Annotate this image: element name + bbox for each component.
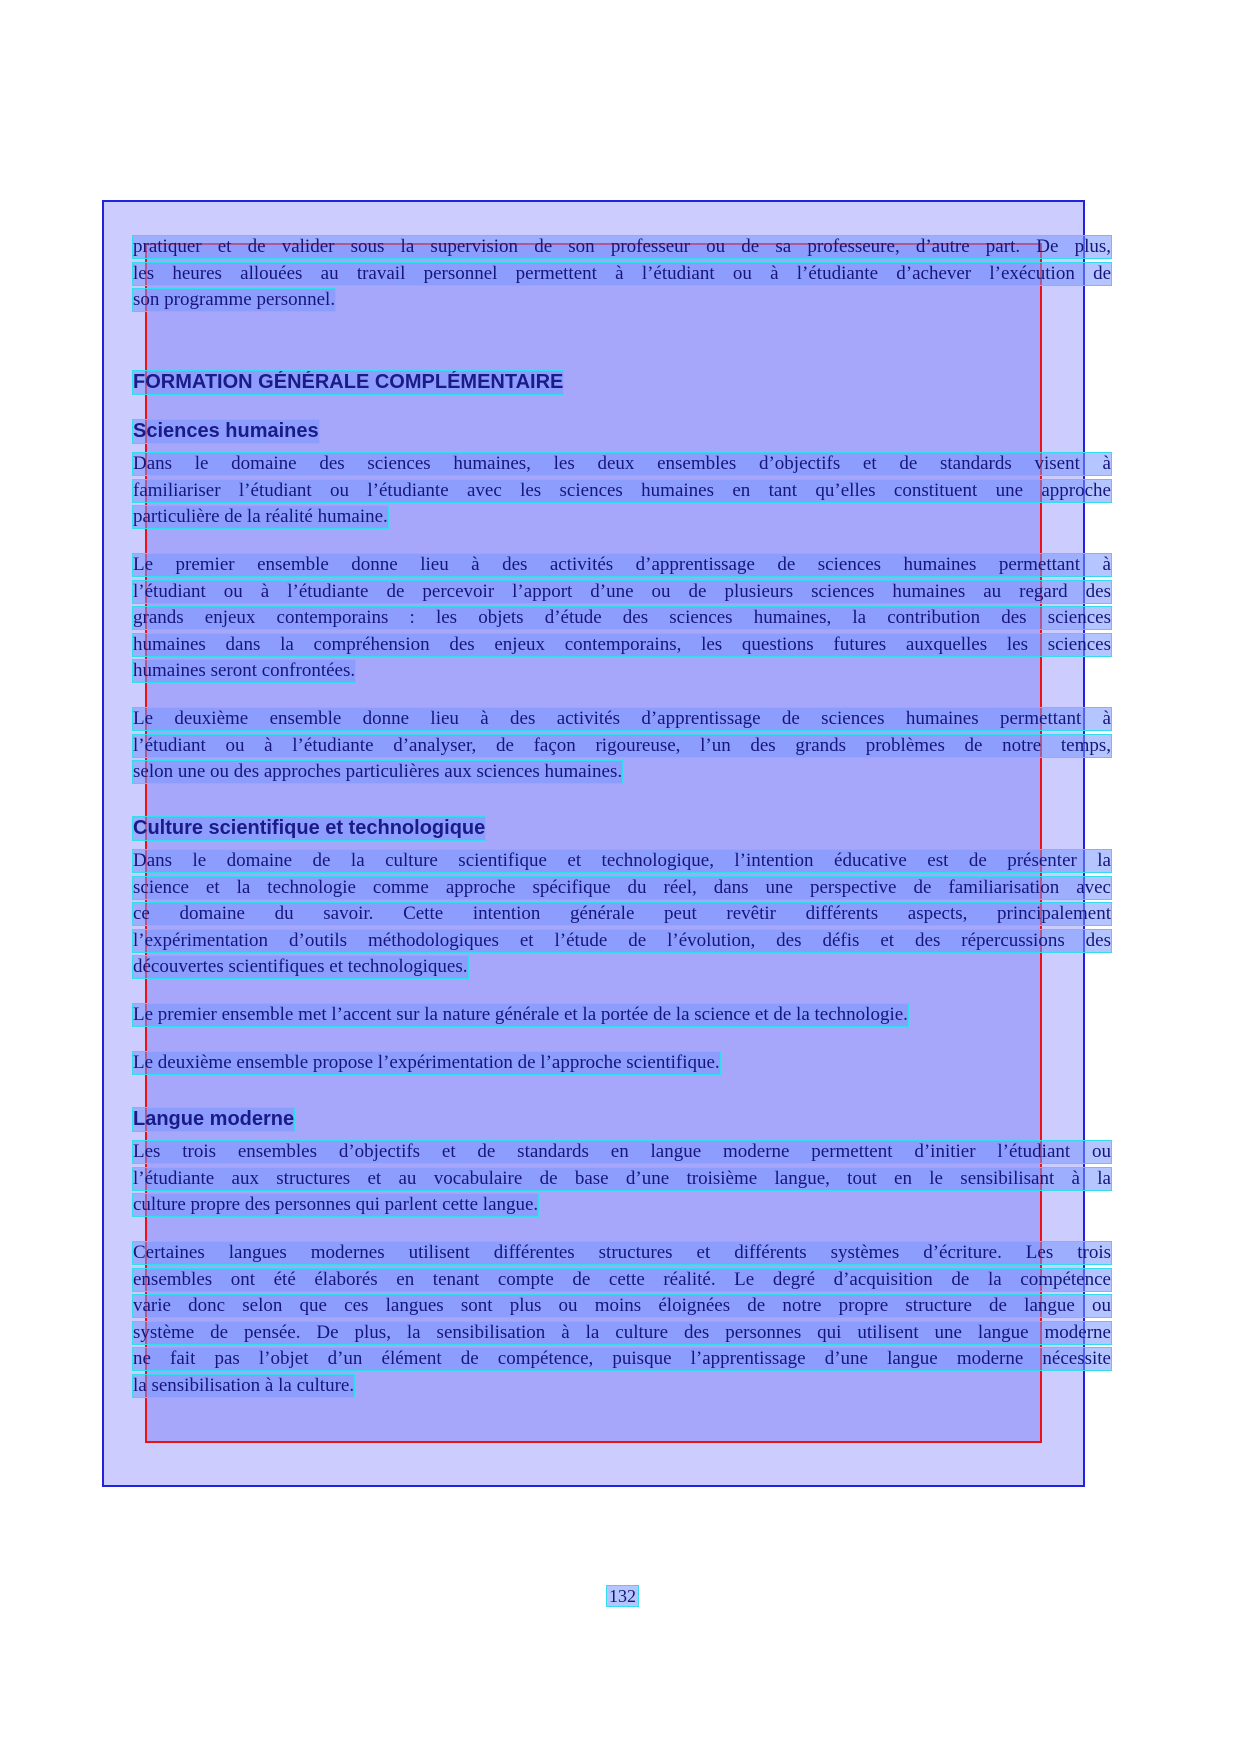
paragraph [133, 1052, 1111, 1074]
text-line: Certaines langues modernes utilisent différentes structures et différents systèmes d’écriture. Les trois [133, 1242, 1111, 1263]
text-line: familiariser l’étudiant ou l’étudiante avec les sciences humaines en tant qu’elles constituent une approche [133, 479, 1111, 501]
text-line: l’étudiant ou à l’étudiante d’analyser, de façon rigoureuse, l’un des grands problèmes de notre temps, [133, 734, 1111, 756]
text-line: l’étudiant ou à l’étudiante de percevoir l’apport d’une ou de plusieurs sciences humaines au regard des [133, 580, 1111, 602]
paragraph [133, 850, 1111, 978]
text-line: particulière de la réalité humaine. [133, 506, 388, 527]
text-line: humaines seront confrontées. [133, 660, 356, 681]
text-line: Le deuxième ensemble propose l’expérimentation de l’approche scientifique. [133, 1052, 720, 1073]
paragraph [133, 708, 1111, 783]
subsection-heading: Culture scientifique et technologique [133, 817, 486, 839]
text-line: science et la technologie comme approche spécifique du réel, dans une perspective de familiarisation avec [133, 876, 1111, 898]
text-line: Les trois ensembles d’objectifs et de standards en langue moderne permettent d’initier l’étudiant ou [133, 1141, 1111, 1162]
text-line: culture propre des personnes qui parlent cette langue. [133, 1194, 539, 1215]
text-line: ensembles ont été élaborés en tenant compte de cette réalité. Le degré d’acquisition de la compétence [133, 1268, 1111, 1290]
text-line: Le deuxième ensemble donne lieu à des activités d’apprentissage de sciences humaines permettant à [133, 708, 1111, 729]
text-line: les heures allouées au travail personnel permettent à l’étudiant ou à l’étudiante d’achever l’exécution de [133, 262, 1111, 284]
text-line: l’expérimentation d’outils méthodologiques et l’étude de l’évolution, des défis et des répercussions des [133, 929, 1111, 951]
text-line: Dans le domaine des sciences humaines, les deux ensembles d’objectifs et de standards visent à [133, 453, 1111, 474]
text-line: humaines dans la compréhension des enjeux contemporains, les questions futures auxquelles les sciences [133, 633, 1111, 655]
text-line: l’étudiante aux structures et au vocabulaire de base d’une troisième langue, tout en le sensibilisant à la [133, 1167, 1111, 1189]
subsection-heading: Sciences humaines [133, 420, 319, 442]
section-heading-main: FORMATION GÉNÉRALE COMPLÉMENTAIRE [133, 371, 564, 393]
subsection-heading: Langue moderne [133, 1108, 295, 1130]
text-line: découvertes scientifiques et technologiques. [133, 956, 468, 977]
page-content [133, 236, 1111, 1423]
page-number: 132 [609, 1586, 636, 1606]
paragraph [133, 1242, 1111, 1397]
section-langue-moderne [133, 1108, 1111, 1397]
text-line: selon une ou des approches particulières aux sciences humaines. [133, 761, 623, 782]
text-line: système de pensée. De plus, la sensibilisation à la culture des personnes qui utilisent une langue moderne [133, 1321, 1111, 1343]
text-line: ce domaine du savoir. Cette intention générale peut revêtir différents aspects, principalement [133, 903, 1111, 924]
text-line: ne fait pas l’objet d’un élément de compétence, puisque l’apprentissage d’une langue moderne nécessite [133, 1348, 1111, 1369]
text-line: Le premier ensemble met l’accent sur la nature générale et la portée de la science et de la technologie. [133, 1004, 908, 1025]
paragraph [133, 1004, 1111, 1026]
section-culture-scientifique [133, 817, 1111, 1074]
intro-paragraph [133, 236, 1111, 311]
text-line: pratiquer et de valider sous la supervision de son professeur ou de sa professeure, d’autre part. De plus, [133, 236, 1111, 257]
text-line: son programme personnel. [133, 289, 336, 310]
paragraph [133, 554, 1111, 682]
text-line: grands enjeux contemporains : les objets d’étude des sciences humaines, la contribution des sciences [133, 607, 1111, 628]
text-line: Dans le domaine de la culture scientifique et technologique, l’intention éducative est de présenter la [133, 850, 1111, 871]
text-line: Le premier ensemble donne lieu à des activités d’apprentissage de sciences humaines permettant à [133, 554, 1111, 575]
paragraph [133, 453, 1111, 528]
text-line: la sensibilisation à la culture. [133, 1374, 355, 1396]
text-line: varie donc selon que ces langues sont plus ou moins éloignées de notre propre structure de langue ou [133, 1295, 1111, 1316]
section-sciences-humaines [133, 420, 1111, 783]
paragraph [133, 1141, 1111, 1216]
